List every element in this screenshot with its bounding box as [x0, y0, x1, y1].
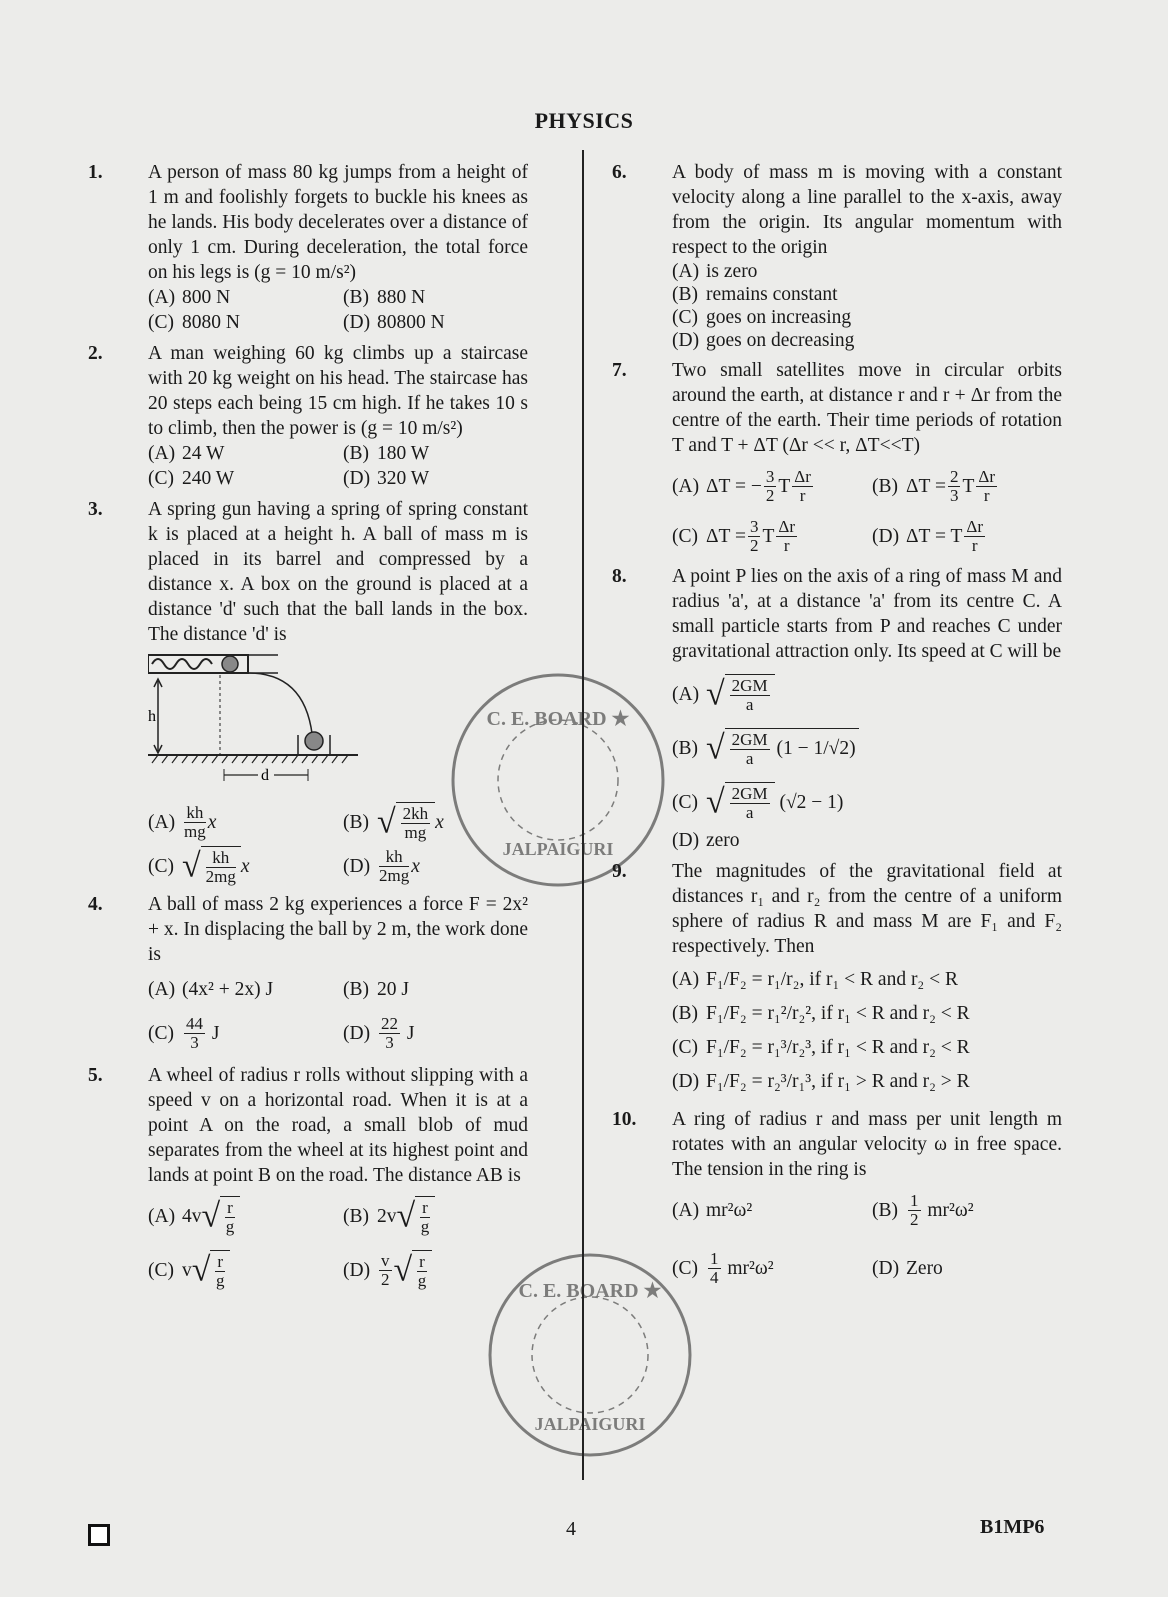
option-b[interactable]: (B) ΔT = $\frac{2}{3}$ T $\frac{\Delta r}{r}$: [872, 466, 995, 505]
question-number: 1.: [88, 162, 103, 183]
option-c[interactable]: (C) v √ $\frac{r}{g}$: [148, 1248, 333, 1292]
question-5: [88, 1063, 528, 1292]
option-a[interactable]: (A) (4x² + 2x) J: [148, 978, 274, 1000]
option-a[interactable]: (A) √ $\frac{2GM}{a}$: [672, 668, 1062, 720]
question-number: 5.: [88, 1065, 103, 1086]
option-d[interactable]: (D) goes on decreasing: [672, 330, 855, 351]
option-b[interactable]: (B) F₁/F₂ = r₁²/r₂², if r₁ < R and r₂ < R: [672, 1003, 970, 1024]
spring-coil: [152, 659, 212, 669]
question-9: [612, 859, 1062, 1099]
question-text: A ring of radius r and mass per unit length m rotates with an angular velocity ω in free space. The tension in the ring is: [672, 1109, 1062, 1180]
corner-marker: [88, 1524, 110, 1546]
question-number: 10.: [612, 1109, 637, 1130]
question-number: 8.: [612, 566, 627, 587]
options: [148, 800, 528, 888]
question-number: 6.: [612, 162, 627, 183]
question-8: [612, 564, 1062, 853]
option-b[interactable]: (B) 2v √ $\frac{r}{g}$: [343, 1194, 528, 1238]
ball-in-box: [305, 732, 323, 750]
option-c[interactable]: (C) F₁/F₂ = r₁³/r₂³, if r₁ < R and r₂ < R: [672, 1037, 970, 1058]
question-text: A ball of mass 2 kg experiences a force F = 2x² + x. In displacing the ball by 2 m, the work done is: [148, 894, 528, 965]
svg-text:C. E. BOARD ★: C. E. BOARD ★: [486, 708, 630, 730]
svg-text:JALPAIGURI: JALPAIGURI: [502, 839, 614, 859]
option-a[interactable]: (A) 800 N: [148, 287, 231, 308]
option-c[interactable]: (C) √ $\frac{2GM}{a}$ (√2 − 1): [672, 783, 844, 822]
option-b[interactable]: (B) $\frac{1}{2}$ mr²ω²: [872, 1190, 974, 1229]
option-c[interactable]: (C) 8080 N: [148, 312, 240, 333]
options: [672, 260, 1062, 352]
option-c[interactable]: (C) 240 W: [148, 468, 235, 489]
option-b[interactable]: (B) 20 J: [343, 978, 409, 1000]
option-b[interactable]: (B) remains constant: [672, 284, 838, 305]
option-c[interactable]: (C) ΔT = $\frac{3}{2}$ T $\frac{\Delta r}{r}$: [672, 516, 795, 555]
spring-gun-figure: [148, 653, 388, 783]
question-10: [612, 1107, 1062, 1290]
option-b[interactable]: (B) 880 N: [343, 287, 426, 308]
option-d[interactable]: (D) $\frac{kh}{2mg}$ x: [343, 846, 420, 885]
ball-in-barrel: [222, 656, 238, 672]
page-number: 4: [566, 1518, 576, 1540]
question-4: [88, 892, 528, 1055]
option-a[interactable]: (A) $\frac{kh}{mg}$ x: [148, 802, 217, 841]
option-c[interactable]: (C) √ $\frac{kh}{2mg}$ x: [148, 847, 250, 886]
option-b[interactable]: (B) 180 W: [343, 443, 430, 464]
booklet-code: B1MP6: [980, 1516, 1045, 1538]
question-2: [88, 341, 528, 491]
options: [672, 668, 1062, 853]
option-c[interactable]: (C) $\frac{1}{4}$ mr²ω²: [672, 1248, 774, 1287]
question-number: 9.: [612, 861, 627, 882]
option-a[interactable]: (A) 4v √ $\frac{r}{g}$: [148, 1194, 333, 1238]
question-number: 3.: [88, 499, 103, 520]
options: [672, 464, 1062, 558]
option-d[interactable]: (D) $\frac{22}{3}$ J: [343, 1013, 415, 1052]
question-text: Two small satellites move in circular orbits around the earth, at distance r and r + Δr from the centre of the earth. Their time periods of rotation T and T + ΔT (Δr << r, ΔT<<T): [672, 360, 1062, 456]
option-a[interactable]: (A) mr²ω²: [672, 1199, 753, 1221]
option-d[interactable]: (D) 320 W: [343, 468, 430, 489]
question-7: [612, 358, 1062, 558]
question-6: [612, 160, 1062, 352]
option-d[interactable]: (D) $\frac{v}{2}$ √ $\frac{r}{g}$: [343, 1248, 528, 1292]
option-d[interactable]: (D) F₁/F₂ = r₂³/r₁³, if r₁ > R and r₂ > R: [672, 1071, 970, 1092]
question-text: A person of mass 80 kg jumps from a height of 1 m and foolishly forgets to buckle his knees as he lands. His body decelerates over a distance of only 1 cm. During deceleration, the total force on his legs is (g = 10 m/s²): [148, 162, 528, 283]
option-a[interactable]: (A) ΔT = − $\frac{3}{2}$ T $\frac{\Delta r}{r}$: [672, 466, 811, 505]
option-c[interactable]: (C) $\frac{44}{3}$ J: [148, 1013, 220, 1052]
svg-text:C. E. BOARD ★: C. E. BOARD ★: [518, 1280, 662, 1302]
label-d: d: [261, 767, 269, 783]
trajectory: [248, 673, 313, 743]
options: [672, 963, 1062, 1099]
options: [148, 441, 528, 491]
question-3: [88, 497, 528, 888]
right-column: [612, 160, 1062, 1290]
question-1: [88, 160, 528, 335]
option-b[interactable]: (B) √ $\frac{2GM}{a}$ (1 − 1/√2): [672, 720, 1062, 776]
left-column: [88, 160, 528, 1292]
options: [148, 285, 528, 335]
option-a[interactable]: (A) F₁/F₂ = r₁/r₂, if r₁ < R and r₂ < R: [672, 969, 958, 990]
question-text: A point P lies on the axis of a ring of mass M and radius 'a', at a distance 'a' from its centre C. A small particle starts from P and reaches C under gravitational attraction only. Its speed at C will be: [672, 566, 1062, 662]
page-title: PHYSICS: [534, 108, 634, 133]
option-d[interactable]: (D) Zero: [872, 1257, 943, 1279]
question-number: 7.: [612, 360, 627, 381]
question-number: 4.: [88, 894, 103, 915]
question-number: 2.: [88, 343, 103, 364]
option-b[interactable]: (B) √ $\frac{2kh}{mg}$ x: [343, 803, 444, 842]
options: [148, 967, 528, 1055]
option-d[interactable]: (D) zero: [672, 830, 740, 851]
option-a[interactable]: (A) is zero: [672, 261, 758, 282]
column-divider: [582, 150, 584, 1480]
options: [672, 1188, 1062, 1290]
question-text: A wheel of radius r rolls without slipping with a speed v on a horizontal road. When it is at a point A on the road, a small blob of mud separates from the wheel at its highest point and lands at point B on the road. The distance AB is: [148, 1065, 528, 1186]
options: [148, 1194, 528, 1292]
svg-text:JALPAIGURI: JALPAIGURI: [534, 1414, 646, 1434]
question-text: The magnitudes of the gravitational field at distances r₁ and r₂ from the centre of a uniform sphere of radius R and mass M are F₁ and F₂ respectively. Then: [672, 861, 1062, 957]
option-d[interactable]: (D) ΔT = T $\frac{\Delta r}{r}$: [872, 516, 983, 555]
spring-gun-diagram: [148, 653, 528, 790]
question-text: A body of mass m is moving with a constant velocity along a line parallel to the x-axis, away from the origin. Its angular momentum with respect to the origin: [672, 162, 1062, 258]
label-h: h: [148, 708, 156, 725]
option-d[interactable]: (D) 80800 N: [343, 312, 445, 333]
option-a[interactable]: (A) 24 W: [148, 443, 225, 464]
question-text: A man weighing 60 kg climbs up a staircase with 20 kg weight on his head. The staircase has 20 steps each being 15 cm high. If he takes 10 s to climb, then the power is (g = 10 m/s²): [148, 343, 528, 439]
question-text: A spring gun having a spring of spring constant k is placed at a height h. A ball of mass m is placed in its barrel and compressed by a distance x. A box on the ground is placed at a distance 'd' such that the ball lands in the box. The distance 'd' is: [148, 499, 528, 645]
option-c[interactable]: (C) goes on increasing: [672, 307, 852, 328]
